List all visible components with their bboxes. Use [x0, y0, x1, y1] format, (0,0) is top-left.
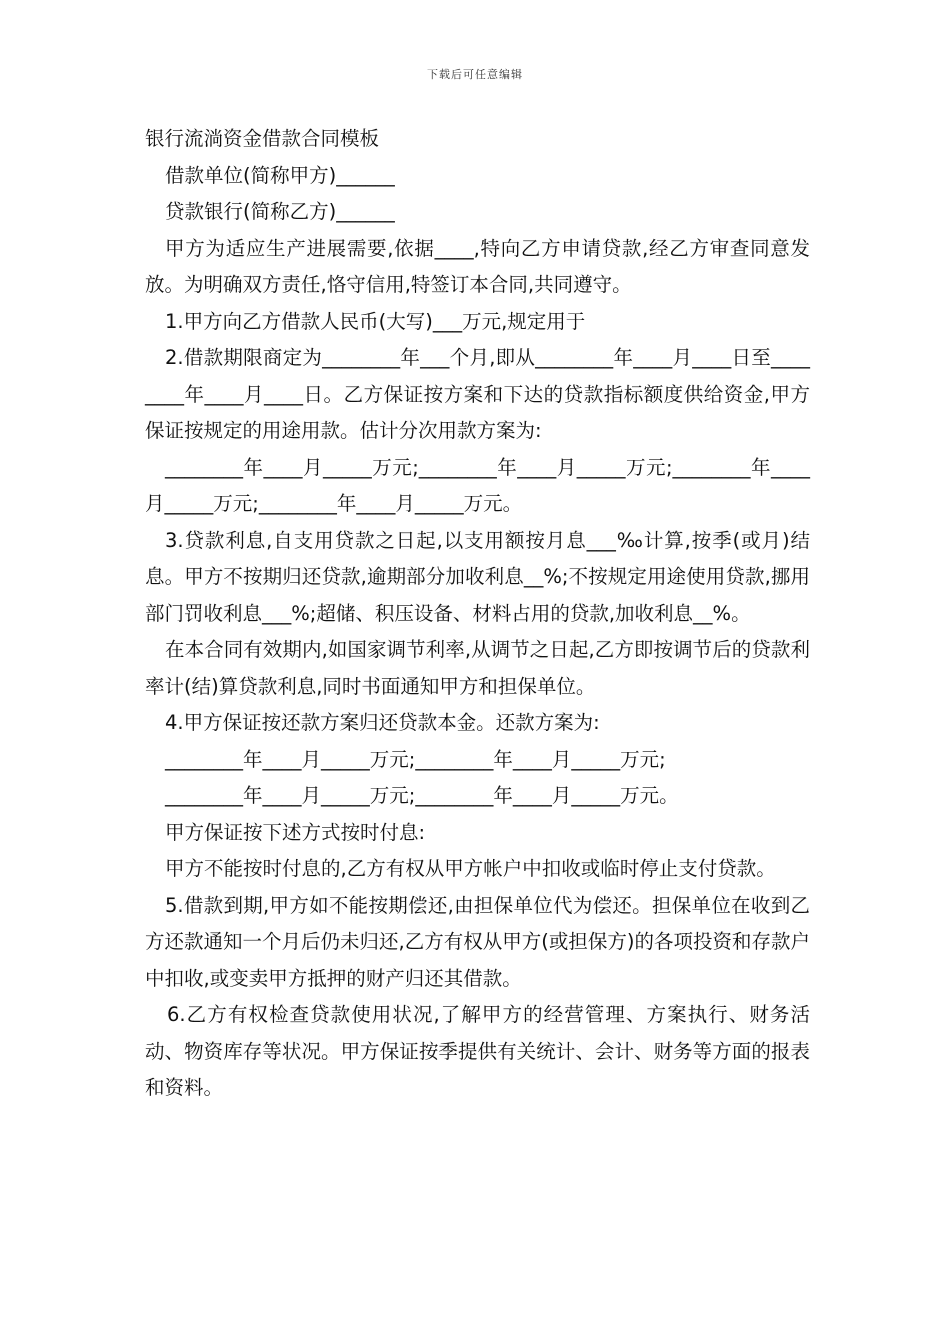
repayment-schedule-line-1: ________年____月_____万元;________年____月_____万元;	[165, 747, 666, 771]
clause-3-paragraph: 3.贷款利息,自支用贷款之日起,以支用额按月息___‰计算,按季(或月)结息。甲方不按期归还贷款,逾期部分加收利息__%;不按规定用途使用贷款,挪用部门罚收利息___%;超储、积压设备、材料占用的贷款,加收利息__%。	[145, 528, 810, 625]
page-header-note: 下载后可任意编辑	[427, 68, 523, 81]
clause-4-paragraph: 4.甲方保证按还款方案归还贷款本金。还款方案为:	[165, 711, 600, 734]
drawdown-schedule-paragraph: ________年____月_____万元;________年____月_____万元;________年____月_____万元;________年____月_____万元。	[145, 455, 810, 515]
rate-adjustment-paragraph: 在本合同有效期内,如国家调节利率,从调节之日起,乙方即按调节后的贷款利率计(结)算贷款利息,同时书面通知甲方和担保单位。	[145, 638, 810, 698]
clause-6-paragraph: 6.乙方有权检查贷款使用状况,了解甲方的经营管理、方案执行、财务活动、物资库存等状况。甲方保证按季提供有关统计、会计、财务等方面的报表和资料。	[145, 1003, 810, 1099]
interest-payment-paragraph: 甲方保证按下述方式按时付息:	[165, 820, 426, 844]
clause-1-paragraph: 1.甲方向乙方借款人民币(大写)___万元,规定用于	[165, 309, 586, 333]
borrower-line: 借款单位(简称甲方)______	[165, 163, 395, 187]
clause-5-paragraph: 5.借款到期,甲方如不能按期偿还,由担保单位代为偿还。担保单位在收到乙方还款通知一个月后仍未归还,乙方有权从甲方(或担保方)的各项投资和存款户中扣收,或变卖甲方抵押的财产归还其借款。	[145, 893, 810, 990]
preamble-paragraph: 甲方为适应生产进展需要,依据____,特向乙方申请贷款,经乙方审查同意发放。为明确双方责任,恪守信用,特签订本合同,共同遵守。	[145, 236, 810, 296]
clause-2-paragraph: 2.借款期限商定为________年___个月,即从________年____月____日至________年____月____日。乙方保证按方案和下达的贷款指标额度供给资金,甲方保证按规定的用途用款。估计分次用款方案为:	[145, 346, 810, 442]
document-body	[145, 121, 810, 1107]
late-interest-paragraph: 甲方不能按时付息的,乙方有权从甲方帐户中扣收或临时停止支付贷款。	[165, 857, 776, 880]
document-title: 银行流淌资金借款合同模板	[145, 127, 380, 150]
repayment-schedule-line-2: ________年____月_____万元;________年____月_____万元。	[165, 784, 679, 807]
lender-line: 贷款银行(简称乙方)______	[165, 200, 395, 223]
